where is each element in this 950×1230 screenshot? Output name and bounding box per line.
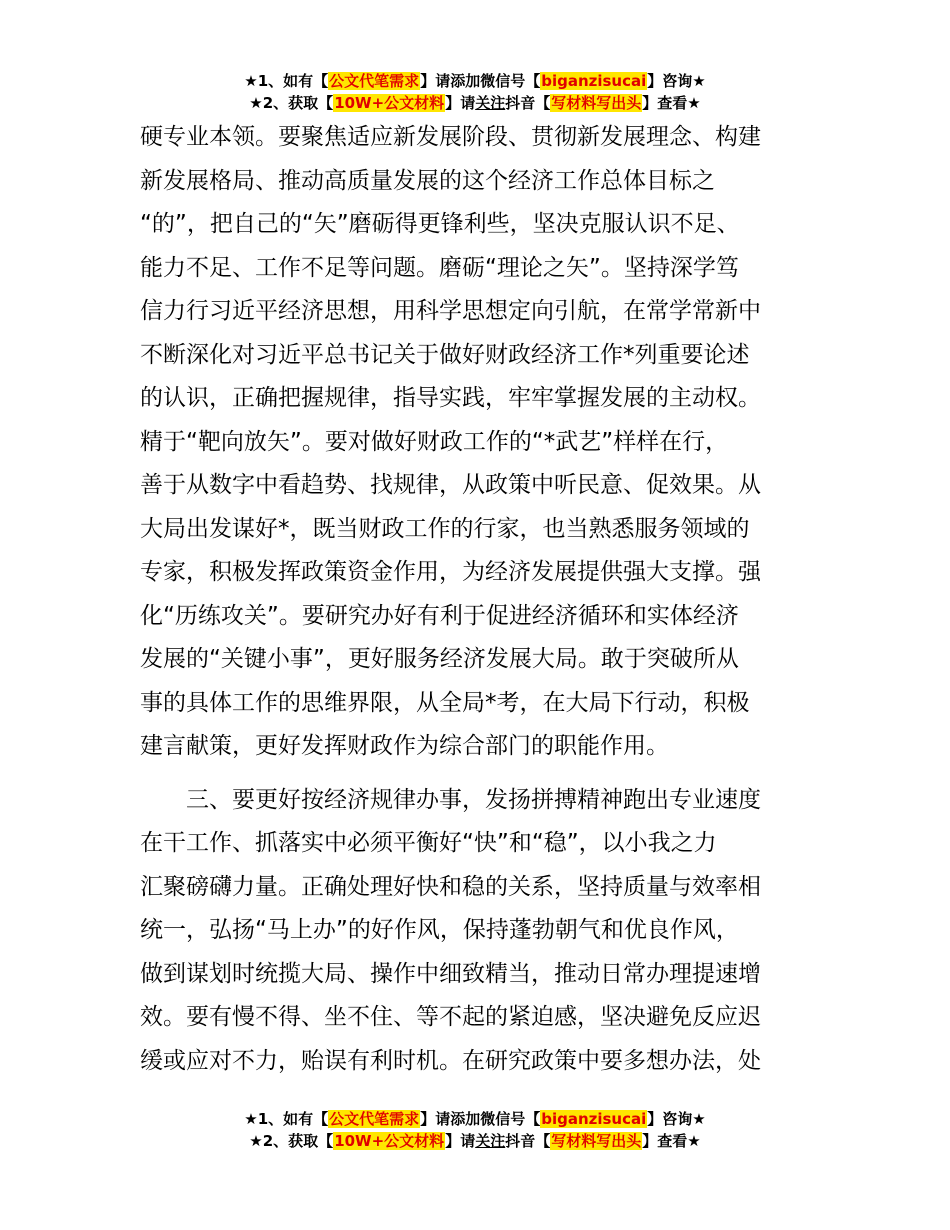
text-line: 大局出发谋好*，既当财政工作的行家，也当熟悉服务领域的	[140, 515, 750, 542]
banner-text: 】查看★	[642, 94, 701, 112]
banner-text: 抖音【	[505, 1132, 551, 1150]
banner-text: ★2、获取【	[249, 1132, 334, 1150]
text-line: 缓或应对不力，贻误有利时机。在研究政策中要多想办法，处	[140, 1047, 761, 1074]
text-line: 善于从数字中看趋势、找规律，从政策中听民意、促效果。从	[140, 472, 761, 498]
text-line: “的”，把自己的“矢”磨砺得更锋利些，坚决克服认识不足、	[140, 211, 740, 237]
banner-text: 】请添加微信号【	[420, 1110, 541, 1128]
wechat-id-highlight: biganzisucai	[541, 1110, 647, 1128]
banner-line-1	[0, 70, 950, 92]
douyin-id-highlight: 写材料写出头	[551, 94, 642, 112]
highlight-text: 公文代笔需求	[329, 1110, 420, 1128]
banner-text: 】请添加微信号【	[420, 72, 541, 90]
text-line: 信力行习近平经济思想，用科学思想定向引航，在常学常新中	[140, 298, 761, 324]
douyin-id-highlight: 写材料写出头	[551, 1132, 642, 1150]
text-line: 专家，积极发挥政策资金作用，为经济发展提供强大支撑。强	[140, 559, 761, 585]
banner-text: ★1、如有【	[244, 1110, 329, 1128]
text-line: 效。要有慢不得、坐不住、等不起的紧迫感，坚决避免反应迟	[140, 1004, 761, 1030]
text-line: 新发展格局、推动高质量发展的这个经济工作总体目标之	[140, 167, 715, 194]
banner-line-1	[0, 1108, 950, 1130]
text-line: 三、要更好按经济规律办事，发扬拼搏精神跑出专业速度	[140, 786, 761, 813]
text-line: 统一，弘扬“马上办”的好作风，保持蓬勃朝气和优良作风，	[140, 917, 739, 943]
text-line: 的认识，正确把握规律，指导实践，牢牢掌握发展的主动权。	[140, 385, 761, 411]
text-line: 汇聚磅礴力量。正确处理好快和稳的关系，坚持质量与效率相	[140, 873, 761, 900]
banner-text: 】咨询★	[647, 72, 706, 90]
text-line: 在干工作、抓落实中必须平衡好“快”和“稳”，以小我之力	[140, 830, 717, 856]
banner-text: 】请	[445, 94, 476, 112]
banner-text: 】请	[445, 1132, 476, 1150]
banner-line-2	[0, 1130, 950, 1152]
text-line: 建言献策，更好发挥财政作为综合部门的职能作用。	[140, 733, 669, 759]
follow-underlined-text: 关注	[475, 94, 506, 112]
footer-banner	[0, 1108, 950, 1152]
highlight-text: 10W+公文材料	[334, 1132, 445, 1150]
header-banner	[0, 70, 950, 114]
text-line: 精于“靶向放矢”。要对做好财政工作的“*武艺”样样在行，	[140, 428, 729, 455]
text-line: 事的具体工作的思维界限，从全局*考，在大局下行动，积极	[140, 689, 750, 716]
highlight-text: 公文代笔需求	[329, 72, 420, 90]
text-line: 化“历练攻关”。要研究办好有利于促进经济循环和实体经济	[140, 602, 739, 629]
banner-text: 抖音【	[505, 94, 551, 112]
text-line: 硬专业本领。要聚焦适应新发展阶段、贯彻新发展理念、构建	[140, 124, 761, 150]
text-line: 做到谋划时统揽大局、操作中细致精当，推动日常办理提速增	[140, 960, 761, 987]
highlight-text: 10W+公文材料	[334, 94, 445, 112]
wechat-id-highlight: biganzisucai	[541, 72, 647, 90]
text-line: 不断深化对习近平总书记关于做好财政经济工作*列重要论述	[140, 341, 750, 368]
banner-text: 】咨询★	[647, 1110, 706, 1128]
follow-underlined-text: 关注	[475, 1132, 506, 1150]
banner-text: 】查看★	[642, 1132, 701, 1150]
paragraph-gap	[140, 769, 830, 779]
text-line: 能力不足、工作不足等问题。磨砺“理论之矢”。坚持深学笃	[140, 254, 739, 281]
banner-text: ★2、获取【	[249, 94, 334, 112]
text-line: 发展的“关键小事”，更好服务经济发展大局。敢于突破所从	[140, 646, 739, 672]
banner-text: ★1、如有【	[244, 72, 329, 90]
banner-line-2	[0, 92, 950, 114]
document-body	[140, 116, 830, 1083]
